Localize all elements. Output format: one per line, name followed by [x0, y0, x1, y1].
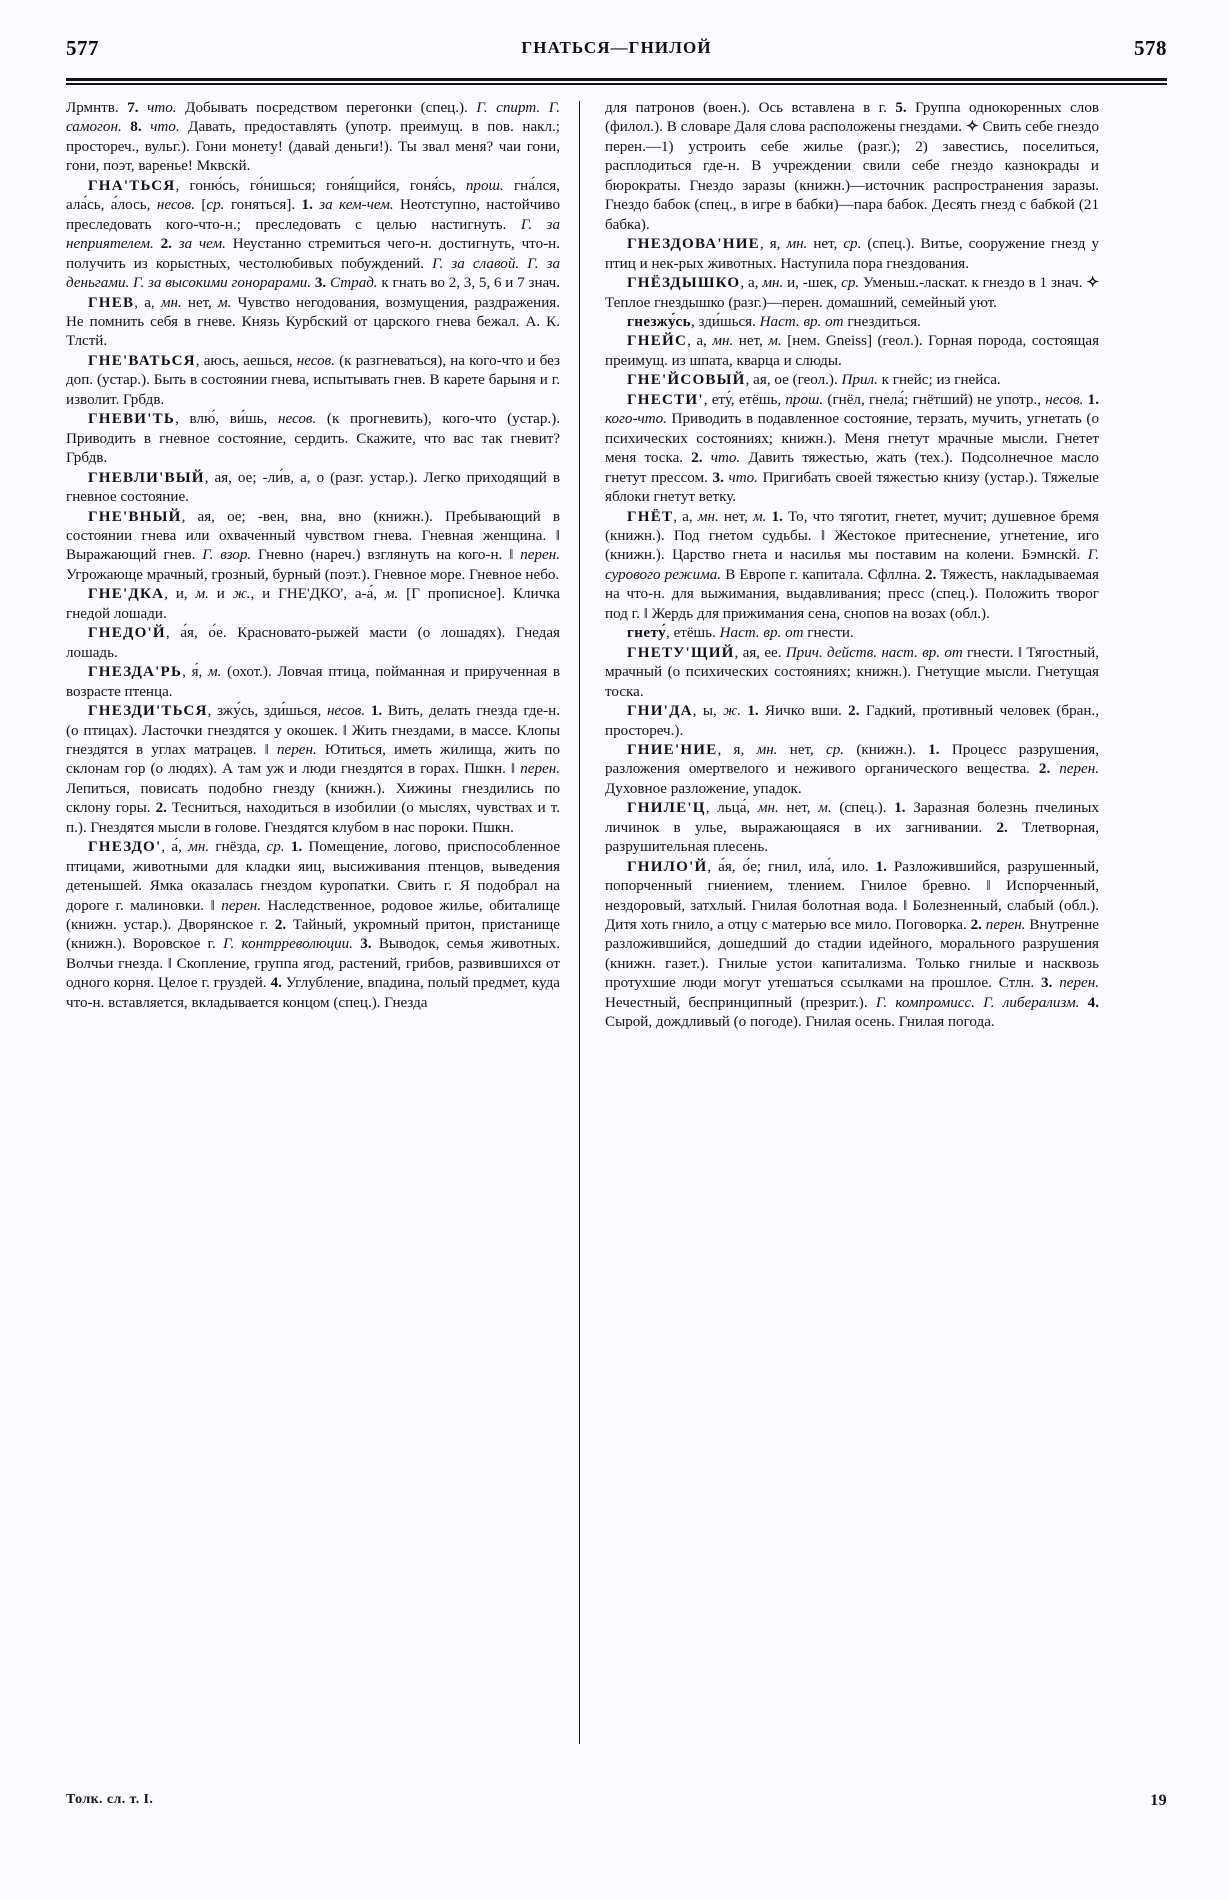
running-head-title: ГНАТЬСЯ—ГНИЛОЙ — [521, 38, 712, 57]
entry-headword: ГНЁЗДЫШКО — [627, 275, 741, 292]
dictionary-entry — [605, 313, 1099, 332]
dictionary-entry — [66, 624, 560, 663]
entry-definition: , зжу́сь, зди́шься, несов. 1. Вить, делать гнезда где-н. (о птицах). Ласточки гнездятся у окошек. ‖ Жить гнездами, в массе. Клопы гнездятся в углах матрацев. ‖ перен. Ютиться, иметь жилища, жить по склонам гор (о людях). А там уж и люди гнездятся в горах. Пшкн. ‖ перен. Лепиться, повисать подобно гнезду (книжн.). Хижины гнездились по склону горы. 2. Тесниться, находиться в изобилии (о мыслях, чувствах и т. п.). Гнездятся мысли в голове. Гнездятся клубом в нас пороки. Пшкн. — [66, 703, 561, 836]
entry-headword: ГНЁТ — [627, 508, 674, 525]
entry-headword: ГНЕЗДО' — [88, 839, 162, 856]
entry-definition: , етёшь. Наст. вр. от гнести. — [666, 625, 854, 642]
dictionary-entry — [66, 177, 560, 294]
entry-definition: , гоню́сь, го́нишься; гоня́щийся, гоня́сь, прош. гна́лся, ала́сь, а́лось, несов. [ср. гоняться]. 1. за кем-чем. Неотступно, настойчиво преследовать кого-что-н.; преследовать с целью настигнуть. Г. за неприятелем. 2. за чем. Неустанно стремиться чего-н. достигнуть, что-н. получить из корыстных, честолюбивых побуждений. Г. за славой. Г. за деньгами. Г. за высокими гонорарами. 3. Страд. к гнать во 2, 3, 5, 6 и 7 знач. — [66, 177, 561, 292]
entry-definition: , ая, ое; -ли́в, а, о (разг. устар.). Легко приходящий в гневное состояние. — [66, 469, 560, 506]
column-left — [66, 99, 579, 1750]
continued-entry: для патронов (воен.). Ось вставлена в г. 5. Группа однокоренных слов (филол.). В словаре Даля слова расположены гнездами. ✧ Свить себе гнездо перен.—1) устроить себе жилье (разг.); 2) завестись, поселиться, расплодиться где-н. В учреждении свили себе гнездо казнокрады и бюрократы. Гнездо заразы (книжн.)—источник распространения заразы. Гнездо бабок (спец., в игре в бабки)—пара бабок. Десять гнезд с бабкой (21 бабка). — [605, 100, 1100, 233]
dictionary-entry — [66, 663, 560, 702]
entry-headword: ГНЕТУ'ЩИЙ — [627, 644, 735, 661]
entry-headword: ГНЕЗДИ'ТЬСЯ — [88, 703, 208, 720]
column-container — [66, 99, 1167, 1750]
entry-definition: , ету́, етёшь, прош. (гнёл, гнела́; гнётший) не употр., несов. 1. кого-что. Приводить в подавленное состояние, терзать, мучить, угнетать (о психических состояниях; книжн.). Меня гнетут мрачные мысли. Гнетет меня тоска. 2. что. Давить тяжестью, жать (тех.). Подсолнечное масло гнетут прессом. 3. что. Пригибать своей тяжестью книзу (устар.). Тяжелые яблоки гнетут ветку. — [605, 391, 1099, 506]
entry-headword: ГНЕВИ'ТЬ — [88, 411, 176, 428]
signature-number: 19 — [1150, 1792, 1167, 1809]
dictionary-entry — [605, 391, 1099, 508]
dictionary-entry — [605, 371, 1099, 390]
dictionary-entry — [605, 644, 1099, 702]
page-number-right: 578 — [1134, 36, 1167, 60]
entry-definition: , а, мн. нет, м. 1. То, что тяготит, гнетет, мучит; душевное бремя (книжн.). Под гнетом судьбы. ‖ Жестокое притеснение, угнетение, иго (книжн.). Царство гнета и насилья мы поставим на колени. Бэмнскй. Г. сурового режима. В Европе г. капитала. Сфллна. 2. Тяжесть, накладываемая на что-н. для выжимания, выдавливания; пресс (спец.). Положить творог под г. ‖ Жердь для прижимания сена, снопов на возах (обл.). — [605, 508, 1100, 622]
dictionary-entry — [605, 274, 1099, 313]
entry-headword: ГНИЕ'НИЕ — [627, 741, 718, 758]
dictionary-entry — [66, 508, 560, 586]
entry-headword: ГНЕВЛИ'ВЫЙ — [88, 469, 205, 486]
dictionary-entry — [66, 294, 560, 352]
entry-headword: ГНЕВ — [88, 294, 135, 311]
entry-headword: ГНА'ТЬСЯ — [88, 177, 176, 194]
entry-headword: ГНЕЙС — [627, 333, 688, 350]
entry-definition: , аюсь, аешься, несов. (к разгневаться), на кого-что и без доп. (устар.). Быть в состоянии гнева, испытывать гнев. В карете барыня и г. изволит. Грбдв. — [66, 352, 560, 408]
running-head — [66, 36, 1167, 70]
entry-headword: ГНИЛЕ'Ц — [627, 800, 706, 817]
entry-definition: , а, мн. нет, м. Чувство негодования, возмущения, раздражения. Не помнить себя в гневе. Князь Курбский от царского гнева бежал. А. К. Тлстй. — [66, 294, 560, 350]
dictionary-entry — [66, 410, 560, 468]
entry-headword: ГНИ'ДА — [627, 703, 693, 720]
dictionary-entry — [605, 858, 1099, 1033]
dictionary-entry — [66, 469, 560, 508]
dictionary-entry — [66, 702, 560, 838]
entry-definition: , я́, м. (охот.). Ловчая птица, пойманная и прирученная в возрасте птенца. — [66, 664, 560, 700]
entry-definition: , влю́, ви́шь, несов. (к прогневить), кого-что (устар.). Приводить в гневное состояние, сердить. Скажите, что вас так гневит? Грбдв. — [66, 411, 560, 467]
entry-definition: , а́я, о́е. Красновато-рыжей масти (о лошадях). Гнедая лошадь. — [66, 625, 560, 661]
entry-headword: ГНЕ'ДКА — [88, 586, 165, 603]
entry-definition: , я, мн. нет, ср. (спец.). Витье, сооружение гнезд у птиц и нек-рых животных. Наступила пора гнездования. — [605, 236, 1099, 272]
dictionary-entry — [605, 702, 1099, 741]
column-right — [580, 99, 1099, 1750]
entry-headword: гнезжу́сь — [627, 313, 691, 330]
entry-definition: , зди́шься. Наст. вр. от гнездиться. — [690, 313, 921, 330]
header-rule — [66, 78, 1167, 84]
entry-headword: ГНЕЗДОВА'НИЕ — [627, 236, 760, 253]
dictionary-entry — [605, 235, 1099, 274]
entry-definition: , а, мн. нет, м. [нем. Gneiss] (геол.). Горная порода, состоящая преимущ. из шпата, кварца и слюды. — [605, 333, 1100, 369]
entry-definition: , а, мн. и, -шек, ср. Уменьш.-ласкат. к гнездо в 1 знач. ✧ Теплое гнездышко (разг.)—перен. домашний, семейный уют. — [605, 275, 1099, 311]
dictionary-entry — [605, 332, 1099, 371]
entry-headword: ГНЕ'ВНЫЙ — [88, 508, 182, 525]
entry-definition: , я, мн. нет, ср. (книжн.). 1. Процесс разрушения, разложения омертвелого и неживого органического вещества. 2. перен. Духовное разложение, упадок. — [605, 741, 1099, 797]
dictionary-entry — [605, 508, 1099, 625]
dictionary-entry — [605, 624, 1099, 643]
dictionary-entry — [66, 838, 560, 1013]
entry-headword: ГНЕЗДА'РЬ — [88, 664, 183, 681]
entry-definition: , и, м. и ж., и ГНЕ'ДКО', а-а́, м. [Г прописное]. Кличка гнедой лошади. — [66, 586, 561, 622]
page-footer — [66, 1792, 1167, 1814]
page-number-left: 577 — [66, 36, 99, 60]
entry-headword: ГНЕ'ВАТЬСЯ — [88, 352, 196, 369]
entry-definition: , ая, ее. Прич. действ. наст. вр. от гнести. ‖ Тягостный, мрачный (о психических состояниях; книжн.). Гнетущие мысли. Гнетущая тоска. — [605, 644, 1100, 700]
entry-headword: ГНИЛО'Й — [627, 858, 708, 875]
continued-entry: Лрмнтв. 7. что. Добывать посредством перегонки (спец.). Г. спирт. Г. самогон. 8. что. Давать, предоставлять (употр. преимущ. в пов. накл.; простореч., вульг.). Гони монету! (давай деньги!). Ты звал меня? чаи гони, гони, поэт, варенье! Мквскй. — [66, 100, 560, 175]
entry-definition: , а́, мн. гнёзда, ср. 1. Помещение, логово, приспособленное птицами, животными для кладки яиц, высиживания птенцов, выведения детенышей. Ямка оказалась гнездом куропатки. Свить г. Я подобрал на дороге г. малиновки. ‖ перен. Наследственное, родовое жилье, обиталище (книжн. устар.). Дворянское г. 2. Тайный, укромный притон, пристанище (книжн.). Воровское г. Г. контрреволюции. 3. Выводок, семья животных. Волчьи гнезда. ‖ Скопление, группа ягод, растений, грибов, развившихся от одного корня. Целое г. груздей. 4. Углубление, впадина, полый предмет, куда что-н. вставляется, вкладывается концом (спец.). Гнезда — [66, 839, 561, 1011]
dictionary-entry — [66, 585, 560, 624]
entry-headword: ГНЕСТИ' — [627, 391, 704, 408]
dictionary-entry — [66, 352, 560, 410]
volume-mark: Толк. сл. т. I. — [66, 1792, 154, 1807]
entry-definition: , льца́, мн. нет, м. (спец.). 1. Заразная болезнь пчелиных личинок в улье, выражающаяся в их загнивании. 2. Тлетворная, разрушительная плесень. — [605, 800, 1100, 856]
entry-definition: , ая, ое; -вен, вна, вно (книжн.). Пребывающий в состоянии гнева или охваченный чувством гнева. Гневная женщина. ‖ Выражающий гнев. Г. взор. Гневно (нареч.) взглянуть на кого-н. ‖ перен. Угрожающе мрачный, грозный, бурный (поэт.). Гневное море. Гневное небо. — [66, 508, 560, 583]
entry-definition: , ая, ое (геол.). Прил. к гнейс; из гнейса. — [745, 372, 1001, 389]
entry-headword: ГНЕДО'Й — [88, 625, 166, 642]
dictionary-entry — [605, 799, 1099, 857]
dictionary-entry — [605, 741, 1099, 799]
entry-definition: , а́я, о́е; гнил, ила́, ило. 1. Разложившийся, разрушенный, попорченный гниением, тлением. Гнилое бревно. ‖ Испорченный, нездоровый, затхлый. Гнилая болотная вода. ‖ Болезненный, слабый (обл.). Дитя хоть гнило, а отцу с матерью все мило. Поговорка. 2. перен. Внутренне разложившийся, дошедший до стадии идейного, морального разрушения (книжн. газет.). Гнилые устои капитализма. Только гнилые и насквозь протухшие люди могут утешаться ссылками на прошлое. Стлн. 3. перен. Нечестный, беспринципный (презрит.). Г. компромисс. Г. либерализм. 4. Сырой, дождливый (о погоде). Гнилая осень. Гнилая погода. — [605, 858, 1099, 1031]
entry-headword: гнету́ — [627, 625, 667, 642]
entry-definition: , ы, ж. 1. Яичко вши. 2. Гадкий, противный человек (бран., простореч.). — [605, 703, 1099, 739]
entry-headword: ГНЕ'ЙСОВЫЙ — [627, 372, 746, 389]
